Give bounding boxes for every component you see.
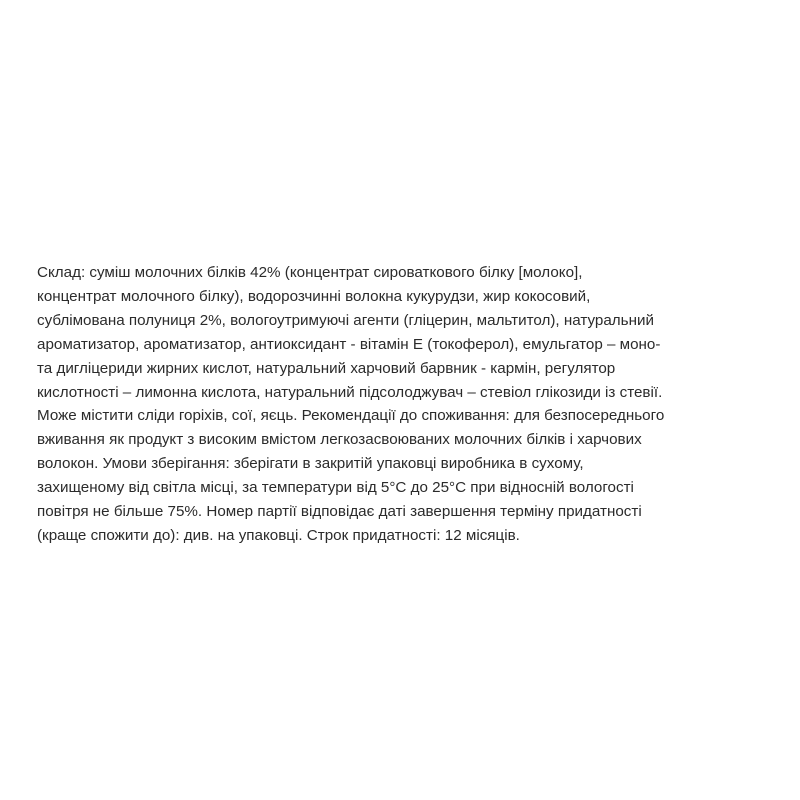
text-line-12: (краще спожити до): див. на упаковці. Строк придатності: 12 місяців. bbox=[37, 526, 520, 544]
text-line-9: волокон. Умови зберігання: зберігати в закритій упаковці виробника в сухому, bbox=[37, 455, 584, 473]
text-line-1: Склад: суміш молочних білків 42% (концентрат сироваткового білку [молоко], bbox=[37, 264, 583, 281]
text-line-4: ароматизатор, ароматизатор, антиоксидант - вітамін Е (токоферол), емульгатор – моно- bbox=[37, 335, 661, 353]
text-line-10: захищеному від світла місці, за температури від 5°С до 25°С при відносній вологості bbox=[37, 479, 634, 497]
product-composition-text bbox=[37, 261, 777, 548]
text-line-7: Може містити сліди горіхів, сої, яєць. Рекомендації до споживання: для безпосереднього bbox=[37, 407, 665, 425]
text-line-8: вживання як продукт з високим вмістом легкозасвоюваних молочних білків і харчових bbox=[37, 431, 642, 449]
text-line-6: кислотності – лимонна кислота, натуральний підсолоджувач – стевіол глікозиди із стевії. bbox=[37, 383, 663, 401]
text-line-2: концентрат молочного білку), водорозчинні волокна кукурудзи, жир кокосовий, bbox=[37, 287, 591, 305]
text-line-5: та дигліцериди жирних кислот, натуральний харчовий барвник - кармін, регулятор bbox=[37, 359, 616, 377]
text-line-3: сублімована полуниця 2%, вологоутримуючі агенти (гліцерин, мальтитол), натуральний bbox=[37, 311, 654, 329]
text-line-11: повітря не більше 75%. Номер партії відповідає даті завершення терміну придатності bbox=[37, 503, 642, 521]
